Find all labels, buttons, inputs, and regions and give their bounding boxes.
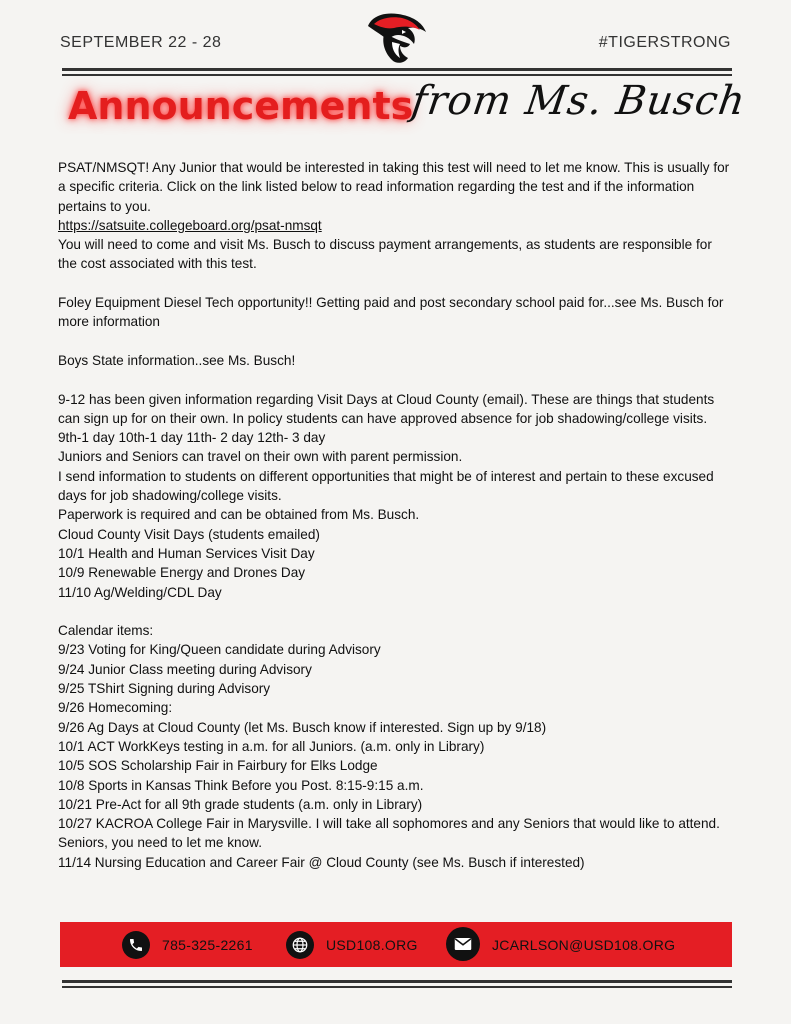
- phone-number: 785-325-2261: [162, 937, 253, 953]
- tiger-head-logo: [362, 8, 430, 66]
- paperwork-paragraph: Paperwork is required and can be obtained from Ms. Busch.: [58, 507, 420, 523]
- contact-footer: [60, 922, 732, 967]
- list-item: 10/8 Sports in Kansas Think Before you Post. 8:15-9:15 a.m.: [58, 777, 424, 793]
- boys-state-paragraph: Boys State information..see Ms. Busch!: [58, 352, 296, 368]
- page-title: Announcements: [68, 84, 414, 128]
- phone-icon: [122, 931, 150, 959]
- globe-icon: [286, 931, 314, 959]
- list-item: 11/14 Nursing Education and Career Fair @ Cloud County (see Ms. Busch if interested): [58, 854, 585, 870]
- visit-days-paragraph: 9-12 has been given information regarding Visit Days at Cloud County (email). These are things that students can sign up for on their own. In policy students can have approved absence for job shadowing/college visits. 9th-1 day 10th-1 day 11th- 2 day 12th- 3 day: [58, 391, 715, 446]
- website: USD108.ORG: [326, 937, 418, 953]
- header-rule-thick: [62, 68, 732, 71]
- list-item: 9/26 Homecoming:: [58, 700, 173, 716]
- footer-rule-thin: [62, 986, 732, 988]
- list-item: 9/23 Voting for King/Queen candidate during Advisory: [58, 642, 381, 658]
- hashtag: #TIGERSTRONG: [598, 34, 731, 51]
- email-address: JCARLSON@USD108.ORG: [492, 937, 676, 953]
- date-range: SEPTEMBER 22 - 28: [60, 34, 222, 51]
- list-item: 10/21 Pre-Act for all 9th grade students (a.m. only in Library): [58, 796, 423, 812]
- list-item: 9/25 TShirt Signing during Advisory: [58, 681, 271, 697]
- list-item: 11/10 Ag/Welding/CDL Day: [58, 584, 222, 600]
- list-item: 10/1 Health and Human Services Visit Day: [58, 545, 315, 561]
- psat-payment-paragraph: You will need to come and visit Ms. Busch to discuss payment arrangements, as students are responsible for the cost associated with this test.: [58, 237, 712, 272]
- footer-website[interactable]: [286, 931, 418, 959]
- footer-phone[interactable]: [122, 931, 253, 959]
- list-item: 9/26 Ag Days at Cloud County (let Ms. Busch know if interested. Sign up by 9/18): [58, 719, 547, 735]
- announcement-body: [58, 158, 734, 872]
- travel-paragraph: Juniors and Seniors can travel on their own with parent permission.: [58, 449, 463, 465]
- psat-link[interactable]: https://satsuite.collegeboard.org/psat-nmsqt: [58, 217, 322, 233]
- page-subtitle: from Ms. Busch: [408, 78, 749, 124]
- opportunities-paragraph: I send information to students on different opportunities that might be of interest and pertain to these excused days for job shadowing/college visits.: [58, 468, 714, 504]
- list-item: 9/24 Junior Class meeting during Advisory: [58, 661, 312, 677]
- header-rule-thin: [62, 74, 732, 76]
- list-item: 10/27 KACROA College Fair in Marysville. I will take all sophomores and any Seniors that would like to attend. Seniors, you need to let me know.: [58, 816, 720, 851]
- list-item: 10/1 ACT WorkKeys testing in a.m. for all Juniors. (a.m. only in Library): [58, 738, 485, 754]
- footer-email[interactable]: [446, 931, 675, 959]
- calendar-heading: Calendar items:: [58, 623, 154, 639]
- list-item: 10/9 Renewable Energy and Drones Day: [58, 565, 306, 581]
- envelope-icon: [446, 927, 480, 961]
- psat-paragraph: PSAT/NMSQT! Any Junior that would be interested in taking this test will need to let me know. This is usually for a specific criteria. Click on the link listed below to read information regarding the test and if the information pertains to you.: [58, 160, 730, 214]
- footer-rule-thick: [62, 980, 732, 983]
- foley-paragraph: Foley Equipment Diesel Tech opportunity!! Getting paid and post secondary school paid for...see Ms. Busch for more information: [58, 295, 724, 330]
- visit-days-heading: Cloud County Visit Days (students emailed): [58, 526, 320, 542]
- list-item: 10/5 SOS Scholarship Fair in Fairbury for Elks Lodge: [58, 758, 378, 774]
